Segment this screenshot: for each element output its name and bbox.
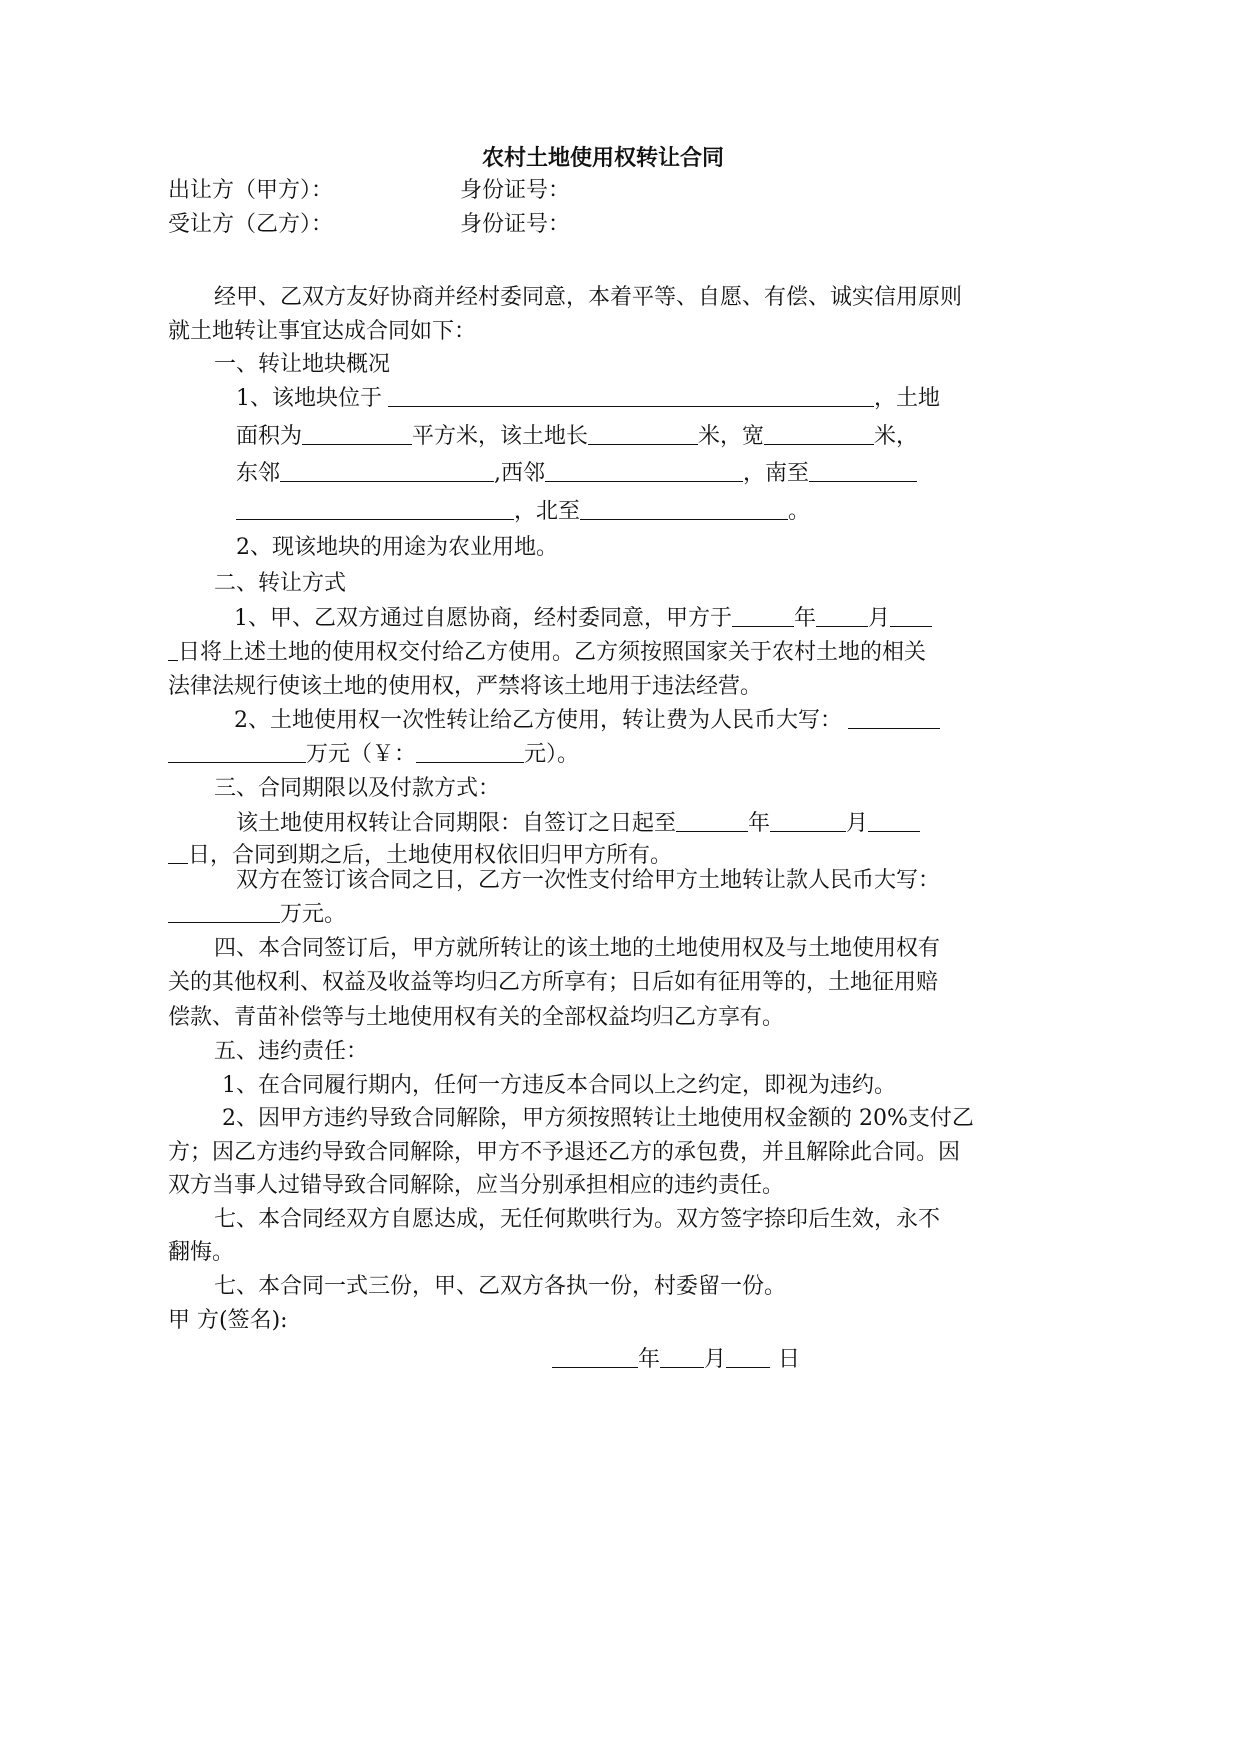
s1-item1-line3: [236, 459, 917, 489]
west-neighbor-blank[interactable]: [545, 459, 743, 482]
s3-p2-line2: [168, 900, 346, 930]
area-blank[interactable]: [302, 422, 412, 445]
handover-month-blank[interactable]: [816, 604, 868, 627]
section-7a-line-2: 翻悔。: [168, 1240, 235, 1265]
section-3-heading: 三、合同期限以及付款方式：: [214, 776, 501, 801]
s3-p1-line1: [236, 809, 920, 839]
sign-year-blank[interactable]: [552, 1345, 638, 1368]
section-7a-line-1: 七、本合同经双方自愿达成，无任何欺哄行为。双方签字捺印后生效，永不: [214, 1207, 941, 1232]
sign-year-label: 年: [638, 1347, 661, 1372]
s5-item1: 1、在合同履行期内，任何一方违反本合同以上之约定，即视为违约。: [222, 1073, 896, 1098]
s3-p1-text-d: 日，合同到期之后，土地使用权依旧归甲方所有。: [188, 843, 673, 868]
s1-item1-text-k: 。: [788, 499, 811, 524]
s2-item2-text-b: 万元（￥：: [306, 742, 417, 767]
intro-line-1: 经甲、乙双方友好协商并经村委同意，本着平等、自愿、有偿、诚实信用原则: [214, 285, 963, 310]
s1-item1-text-a: 1、该地块位于: [236, 386, 382, 411]
s1-item1-line2: [236, 422, 918, 452]
s1-item2: 2、现该地块的用途为农业用地。: [236, 535, 558, 560]
party-a-label: 出让方（甲方）：: [168, 178, 334, 203]
term-day-blank[interactable]: [868, 809, 920, 832]
width-blank[interactable]: [764, 422, 874, 445]
s3-p2-line1: 双方在签订该合同之日，乙方一次性支付给甲方土地转让款人民币大写：: [236, 868, 941, 893]
s1-item1-text-b: ，土地: [874, 386, 941, 411]
s3-p1-text-b: 年: [748, 811, 771, 836]
party-b-label: 受让方（乙方）：: [168, 212, 334, 237]
s1-item1-text-h: ,西邻: [494, 461, 546, 486]
handover-day-blank-cont[interactable]: [168, 638, 178, 661]
sign-day-label: 日: [778, 1347, 801, 1372]
s1-item1-text-c: 面积为: [236, 424, 303, 449]
handover-year-blank[interactable]: [732, 604, 794, 627]
payment-words-blank[interactable]: [168, 900, 280, 923]
intro-line-2: 就土地转让事宜达成合同如下：: [168, 319, 477, 344]
party-b-id-label: 身份证号：: [460, 212, 571, 237]
s3-p1-text-c: 月: [846, 811, 869, 836]
fee-words-blank-cont[interactable]: [168, 740, 306, 763]
section-4-line-1: 四、本合同签订后，甲方就所转让的该土地的土地使用权及与土地使用权有: [214, 936, 941, 961]
s2-item1-text-a: 1、甲、乙双方通过自愿协商，经村委同意，甲方于: [234, 606, 732, 631]
s3-p1-text-a: 该土地使用权转让合同期限：自签订之日起至: [236, 811, 677, 836]
north-boundary-blank[interactable]: [580, 497, 788, 520]
south-boundary-blank-cont[interactable]: [236, 497, 514, 520]
s5-item2-line3: 双方当事人过错导致合同解除，应当分别承担相应的违约责任。: [168, 1173, 785, 1198]
s5-item2-line2: 方；因乙方违约导致合同解除，甲方不予退还乙方的承包费，并且解除此合同。因: [168, 1140, 961, 1165]
document-title: 农村土地使用权转让合同: [482, 145, 725, 171]
section-7b: 七、本合同一式三份，甲、乙双方各执一份，村委留一份。: [214, 1274, 787, 1299]
s5-item2-line1: 2、因甲方违约导致合同解除，甲方须按照转让土地使用权金额的 20%支付乙: [222, 1106, 974, 1131]
s3-p2-text-b: 万元。: [280, 902, 347, 927]
s1-item1-text-j: ，北至: [514, 499, 581, 524]
s1-item1-text-e: 米，宽: [698, 424, 765, 449]
s1-item1-line4: [236, 497, 810, 527]
s2-item1-line2: [168, 638, 926, 668]
handover-day-blank[interactable]: [890, 604, 932, 627]
s1-item1-text-g: 东邻: [236, 461, 281, 486]
s1-item1-text-d: 平方米，该土地长: [412, 424, 589, 449]
s1-item1-text-i: ，南至: [743, 461, 810, 486]
signature-date: [552, 1345, 800, 1375]
term-month-blank[interactable]: [770, 809, 846, 832]
s2-item1-text-c: 月: [868, 606, 891, 631]
section-2-heading: 二、转让方式: [214, 571, 347, 596]
length-blank[interactable]: [588, 422, 698, 445]
s2-item2-line1: [234, 706, 940, 736]
party-a-signature-label: 甲 方(签名):: [168, 1308, 288, 1333]
fee-amount-blank[interactable]: [416, 740, 524, 763]
sign-day-blank[interactable]: [726, 1345, 770, 1368]
section-5-heading: 五、违约责任：: [214, 1039, 369, 1064]
sign-month-label: 月: [704, 1347, 727, 1372]
south-boundary-blank[interactable]: [809, 459, 917, 482]
sign-month-blank[interactable]: [660, 1345, 704, 1368]
s2-item1-line3: 法律法规行使该土地的使用权，严禁将该土地用于违法经营。: [168, 674, 763, 699]
fee-words-blank[interactable]: [848, 706, 940, 729]
term-day-blank-cont[interactable]: [168, 841, 188, 864]
east-neighbor-blank[interactable]: [280, 459, 494, 482]
s1-item1-text-f: 米，: [874, 424, 919, 449]
location-blank[interactable]: [388, 384, 874, 407]
s1-item1-line1: [236, 384, 940, 414]
s2-item1-line1: [234, 604, 932, 634]
s2-item1-text-b: 年: [794, 606, 817, 631]
party-a-id-label: 身份证号：: [460, 178, 571, 203]
s2-item1-text-d: 日将上述土地的使用权交付给乙方使用。乙方须按照国家关于农村土地的相关: [178, 640, 927, 665]
section-4-line-3: 偿款、青苗补偿等与土地使用权有关的全部权益均归乙方享有。: [168, 1005, 785, 1030]
section-1-heading: 一、转让地块概况: [214, 352, 391, 377]
term-year-blank[interactable]: [676, 809, 748, 832]
s2-item2-text-a: 2、土地使用权一次性转让给乙方使用，转让费为人民币大写：: [234, 708, 842, 733]
s2-item2-line2: [168, 740, 579, 770]
s2-item2-text-c: 元）。: [524, 742, 580, 767]
section-4-line-2: 关的其他权利、权益及收益等均归乙方所享有；日后如有征用等的，土地征用赔: [168, 970, 939, 995]
